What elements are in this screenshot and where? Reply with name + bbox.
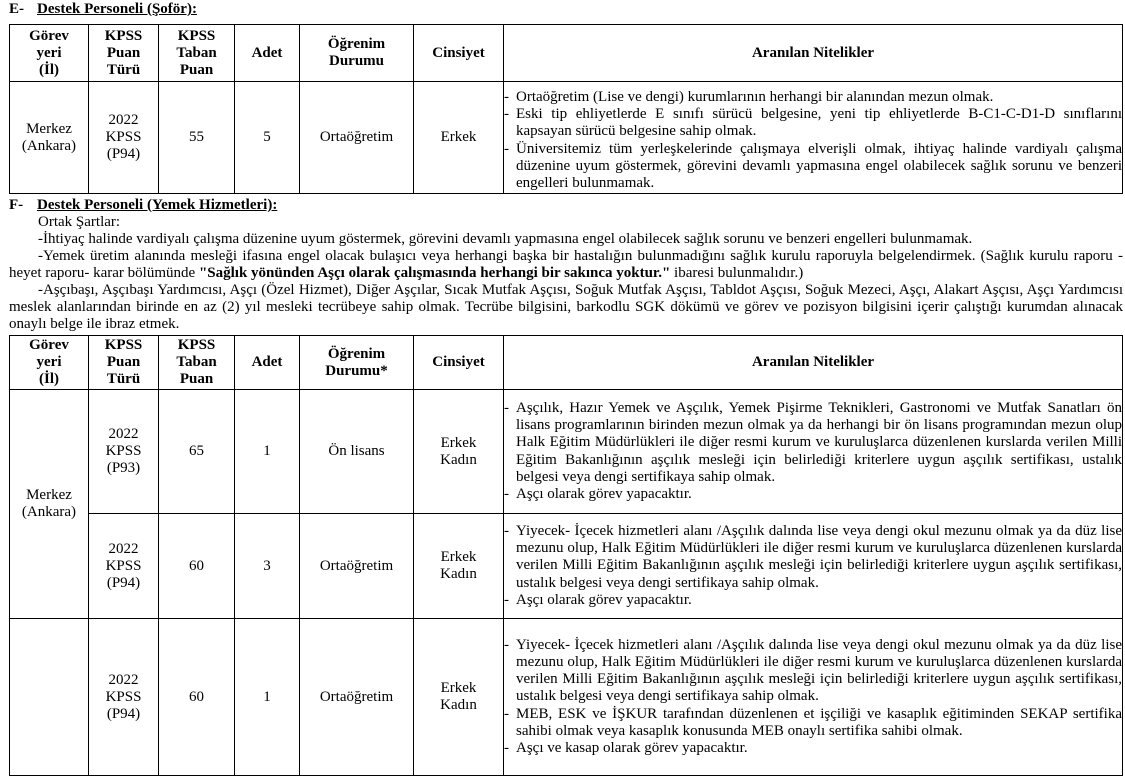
requirement-item: - Yiyecek- İçecek hizmetleri alanı /Aşçılık dalında lise veya dengi okul mezunu olmak ya da düz lise mezunu olup, Halk Eğitim Müdürlükleri ile diğer resmi kurum ve kuruluşlarca düzenlenen kurslarda verilen Milli Eğitim Bakanlığının aşçılık mesleği için belirlediği kriterlere uygun aşçılık sertifikası, ustalık belgesi veya dengi sertifikaya sahip olmak. — [504, 637, 1122, 705]
section-e-table — [9, 24, 1123, 194]
section-f-table — [9, 335, 1123, 776]
cell-requirements — [504, 619, 1123, 776]
requirement-item: - Aşçılık, Hazır Yemek ve Aşçılık, Yemek Pişirme Teknikleri, Gastronomi ve Mutfak Sanatları ön lisans programlarının birinden mezun olmak ya da herhangi bir ön lisans programından mezun olup Halk Eğitim Müdürlükleri ile diğer resmi kurum ve kuruluşlarca düzenlenen kurslarda verilen Milli Eğitim Bakanlığının aşçılık mesleği için belirlediği kriterlere uygun aşçılık sertifikası, ustalık belgesi veya dengi sertifikaya sahip olmak. — [504, 400, 1122, 485]
cell-count: 1 — [235, 619, 300, 776]
header-requirements: Aranılan Nitelikler — [504, 336, 1123, 390]
requirement-item: - Aşçı olarak görev yapacaktır. — [504, 486, 1122, 503]
cell-score-type: 2022 KPSS (P94) — [89, 82, 159, 194]
cell-location: Merkez (Ankara) — [10, 82, 89, 194]
section-e-heading — [9, 1, 197, 18]
header-location: Görev yeri (İl) — [10, 336, 89, 390]
requirement-item: - Ortaöğretim (Lise ve dengi) kurumlarının herhangi bir alanından mezun olmak. — [504, 89, 1122, 106]
cell-gender: Erkek Kadın — [414, 619, 504, 776]
header-count: Adet — [235, 336, 300, 390]
header-base-score: KPSS Taban Puan — [159, 336, 235, 390]
requirement-item: - Eski tip ehliyetlerde E sınıfı sürücü belgesine, yeni tip ehliyetlerde B-C1-C-D1-D sınıflarını kapsayan sürücü belgesine sahip olmak. — [504, 106, 1122, 140]
header-score-type: KPSS Puan Türü — [89, 25, 159, 82]
cell-base-score: 55 — [159, 82, 235, 194]
cell-education: Ortaöğretim — [300, 619, 414, 776]
cell-location: Merkez (Ankara) — [10, 390, 89, 619]
cell-score-type: 2022 KPSS (P93) — [89, 390, 159, 514]
requirement-item: - MEB, ESK ve İŞKUR tarafından düzenlenen et işçiliği ve kasaplık eğitiminden SEKAP sertifika sahibi olmak veya kasaplık konusunda MEB onaylı sertifika sahibi olmak. — [504, 706, 1122, 740]
requirement-item: - Üniversitemiz tüm yerleşkelerinde çalışmaya elverişli olmak, ihtiyaç halinde vardiyalı çalışma düzenine uyum göstermek, görevini devamlı yapmasına engel olabilecek sağlık sorunu ve benzeri engelleri bulunmamak. — [504, 141, 1122, 192]
cell-requirements — [504, 390, 1123, 514]
cell-count: 3 — [235, 514, 300, 619]
header-gender: Cinsiyet — [414, 25, 504, 82]
section-f-heading — [9, 197, 277, 214]
cell-count: 1 — [235, 390, 300, 514]
cell-education: Ön lisans — [300, 390, 414, 514]
header-count: Adet — [235, 25, 300, 82]
cell-score-type: 2022 KPSS (P94) — [89, 514, 159, 619]
cell-gender: Erkek Kadın — [414, 390, 504, 514]
cell-gender: Erkek Kadın — [414, 514, 504, 619]
header-score-type: KPSS Puan Türü — [89, 336, 159, 390]
header-education: Öğrenim Durumu* — [300, 336, 414, 390]
common-condition-2: -Yemek üretim alanında mesleği ifasına engel olacak bulaşıcı veya herhangi başka bir hastalığın bulunmadığını sağlık kurulu raporuyla belgelendirmek. (Sağlık kurulu raporu -heyet raporu- karar bölümünde "Sağlık yönünden Aşçı olarak çalışmasında herhangi bir sakınca yoktur." ibaresi bulunmalıdır.) — [9, 248, 1123, 281]
cell-location-empty — [10, 619, 89, 776]
table-row — [10, 82, 1123, 194]
common-conditions — [9, 214, 1123, 333]
requirement-item: - Aşçı ve kasap olarak görev yapacaktır. — [504, 740, 1122, 757]
requirement-item: - Yiyecek- İçecek hizmetleri alanı /Aşçılık dalında lise veya dengi okul mezunu olmak ya da düz lise mezunu olup, Halk Eğitim Müdürlükleri ile diğer resmi kurum ve kuruluşlarca düzenlenen kurslarda verilen Milli Eğitim Bakanlığının aşçılık mesleği için belirlediği kriterlere uygun aşçılık sertifikası, ustalık belgesi veya dengi sertifikaya sahip olmak. — [504, 523, 1122, 591]
header-location: Görev yeri (İl) — [10, 25, 89, 82]
table-row — [10, 514, 1123, 619]
cell-requirements — [504, 514, 1123, 619]
header-requirements: Aranılan Nitelikler — [504, 25, 1123, 82]
table-row — [10, 619, 1123, 776]
cell-base-score: 65 — [159, 390, 235, 514]
table-row — [10, 390, 1123, 514]
section-f-title: Destek Personeli (Yemek Hizmetleri): — [37, 197, 278, 213]
cell-score-type: 2022 KPSS (P94) — [89, 619, 159, 776]
common-condition-3: -Aşçıbaşı, Aşçıbaşı Yardımcısı, Aşçı (Özel Hizmet), Diğer Aşçılar, Sıcak Mutfak Aşçısı, Soğuk Mutfak Aşçısı, Tabldot Aşçısı, Soğuk Mezeci, Aşçı, Alakart Aşçısı, Aşçı Yardımcısı meslek alanlarından birinde en az (2) yıl mesleki tecrübeye sahip olmak. Tecrübe bilgisini, barkodlu SGK dökümü ve görev ve pozisyon bilgisini içerir çalıştığı kurumdan alınacak onaylı belge ile ibraz etmek. — [9, 282, 1123, 332]
common-condition-1: -İhtiyaç halinde vardiyalı çalışma düzenine uyum göstermek, görevini devamlı yapmasına engel olabilecek sağlık sorunu ve benzeri engelleri bulunmamak. — [38, 231, 973, 247]
header-base-score: KPSS Taban Puan — [159, 25, 235, 82]
cell-requirements — [504, 82, 1123, 194]
header-education: Öğrenim Durumu — [300, 25, 414, 82]
cell-education: Ortaöğretim — [300, 82, 414, 194]
section-e-title: Destek Personeli (Şoför): — [37, 1, 197, 17]
cell-base-score: 60 — [159, 619, 235, 776]
cell-base-score: 60 — [159, 514, 235, 619]
section-f-letter: F- — [9, 197, 24, 213]
requirement-item: - Aşçı olarak görev yapacaktır. — [504, 592, 1122, 609]
cell-education: Ortaöğretim — [300, 514, 414, 619]
cell-gender: Erkek — [414, 82, 504, 194]
section-e-header-row — [10, 25, 1123, 82]
cell-count: 5 — [235, 82, 300, 194]
common-conditions-title: Ortak Şartlar: — [38, 214, 121, 230]
header-gender: Cinsiyet — [414, 336, 504, 390]
section-e-letter: E- — [9, 1, 24, 17]
section-f-header-row — [10, 336, 1123, 390]
